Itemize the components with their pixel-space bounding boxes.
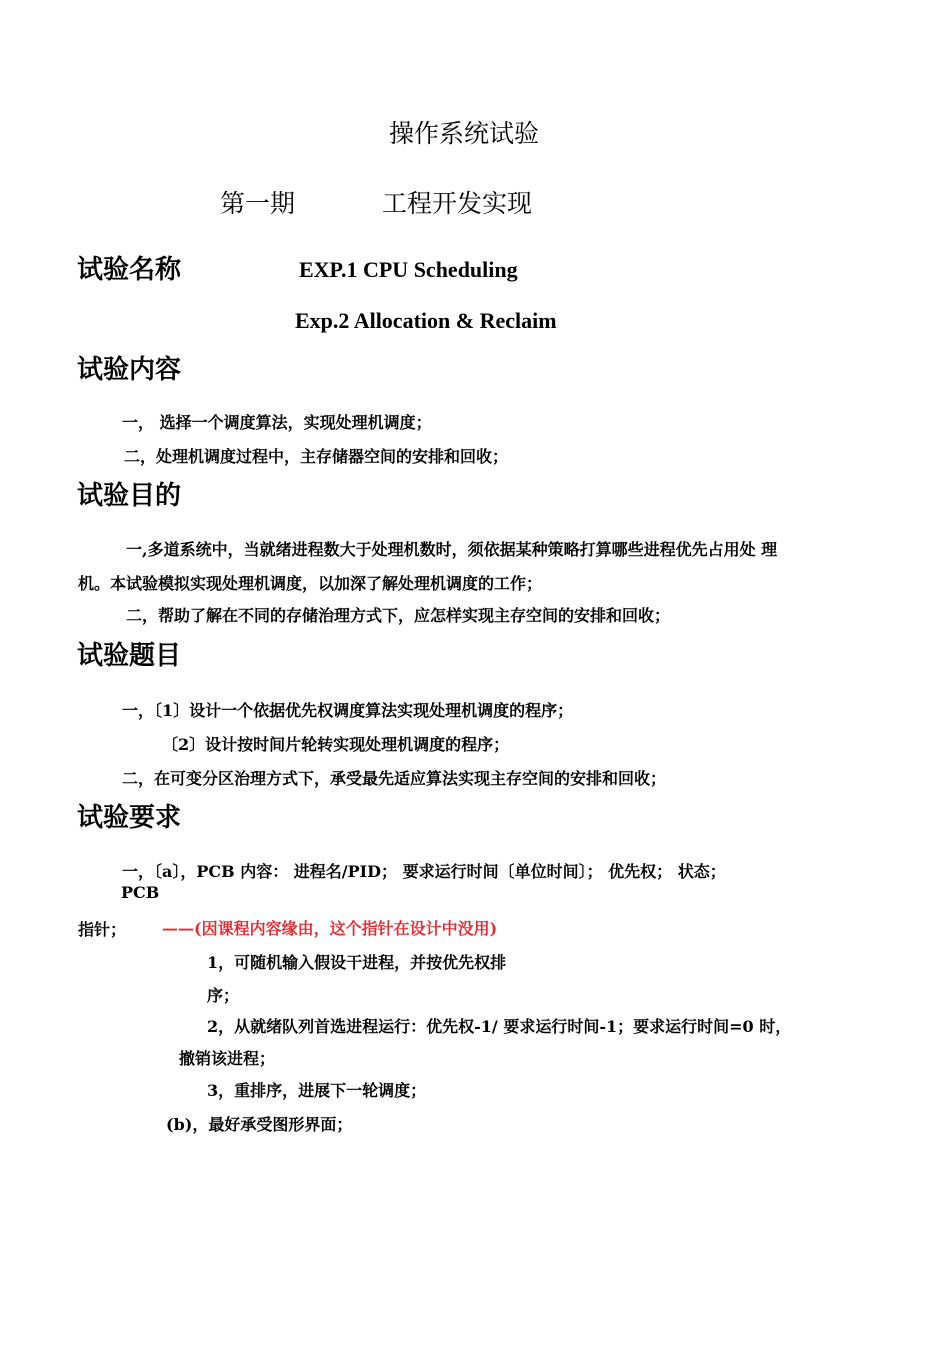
requirement-a-line-1: 一，〔a〕，PCB 内容： 进程名/PID； 要求运行时间〔单位时间〕； 优先权； 状态； — [122, 862, 726, 881]
heading-experiment-requirements: 试验要求 — [77, 803, 182, 833]
requirement-step-1-line-2: 序； — [207, 986, 240, 1005]
purpose-item-2: 二，帮助了解在不同的存储治理方式下，应怎样实现主存空间的安排和回收； — [126, 606, 671, 625]
content-item-2: 二，处理机调度过程中，主存储器空间的安排和回收； — [124, 447, 509, 466]
experiment-2-name: Exp.2 Allocation & Reclaim — [295, 308, 557, 333]
purpose-item-1-line-1: 一,多道系统中，当就绪进程数大于处理机数时，须依据某种策略打算哪些进程优先占用处 理 — [126, 540, 778, 559]
requirement-a-note: ——(因课程内容缘由，这个指针在设计中没用) — [162, 919, 498, 938]
heading-experiment-content: 试验内容 — [77, 355, 182, 385]
experiment-1-name: EXP.1 CPU Scheduling — [299, 257, 518, 282]
purpose-item-1-line-2: 机。本试验模拟实现处理机调度，以加深了解处理机调度的工作； — [78, 574, 543, 593]
requirement-a-pointer: 指针； — [78, 920, 127, 939]
requirement-step-1-line-1: 1，可随机输入假设干进程，并按优先权排 — [207, 953, 507, 972]
topic-item-3: 二，在可变分区治理方式下，承受最先适应算法实现主存空间的安排和回收； — [122, 769, 667, 788]
requirement-step-3: 3，重排序，进展下一轮调度； — [207, 1081, 427, 1100]
subtitle-issue: 第一期 — [220, 189, 296, 218]
requirement-b: (b)，最好承受图形界面； — [166, 1115, 353, 1134]
heading-experiment-name: 试验名称 — [77, 255, 182, 285]
heading-experiment-topic: 试验题目 — [77, 641, 182, 671]
document-title: 操作系统试验 — [389, 119, 540, 148]
requirement-step-2-line-2: 撤销该进程； — [179, 1049, 276, 1068]
heading-experiment-purpose: 试验目的 — [77, 481, 182, 511]
content-item-1: 一， 选择一个调度算法，实现处理机调度； — [122, 413, 432, 432]
requirement-step-2-line-1: 2，从就绪队列首选进程运行：优先权-1/ 要求运行时间-1；要求运行时间=0 时， — [207, 1017, 792, 1036]
topic-item-1: 一，〔1〕设计一个依据优先权调度算法实现处理机调度的程序； — [122, 701, 574, 720]
topic-item-2: 〔2〕设计按时间片轮转实现处理机调度的程序； — [162, 735, 510, 754]
requirement-a-pcb: PCB — [121, 883, 160, 902]
subtitle-project: 工程开发实现 — [382, 189, 533, 218]
